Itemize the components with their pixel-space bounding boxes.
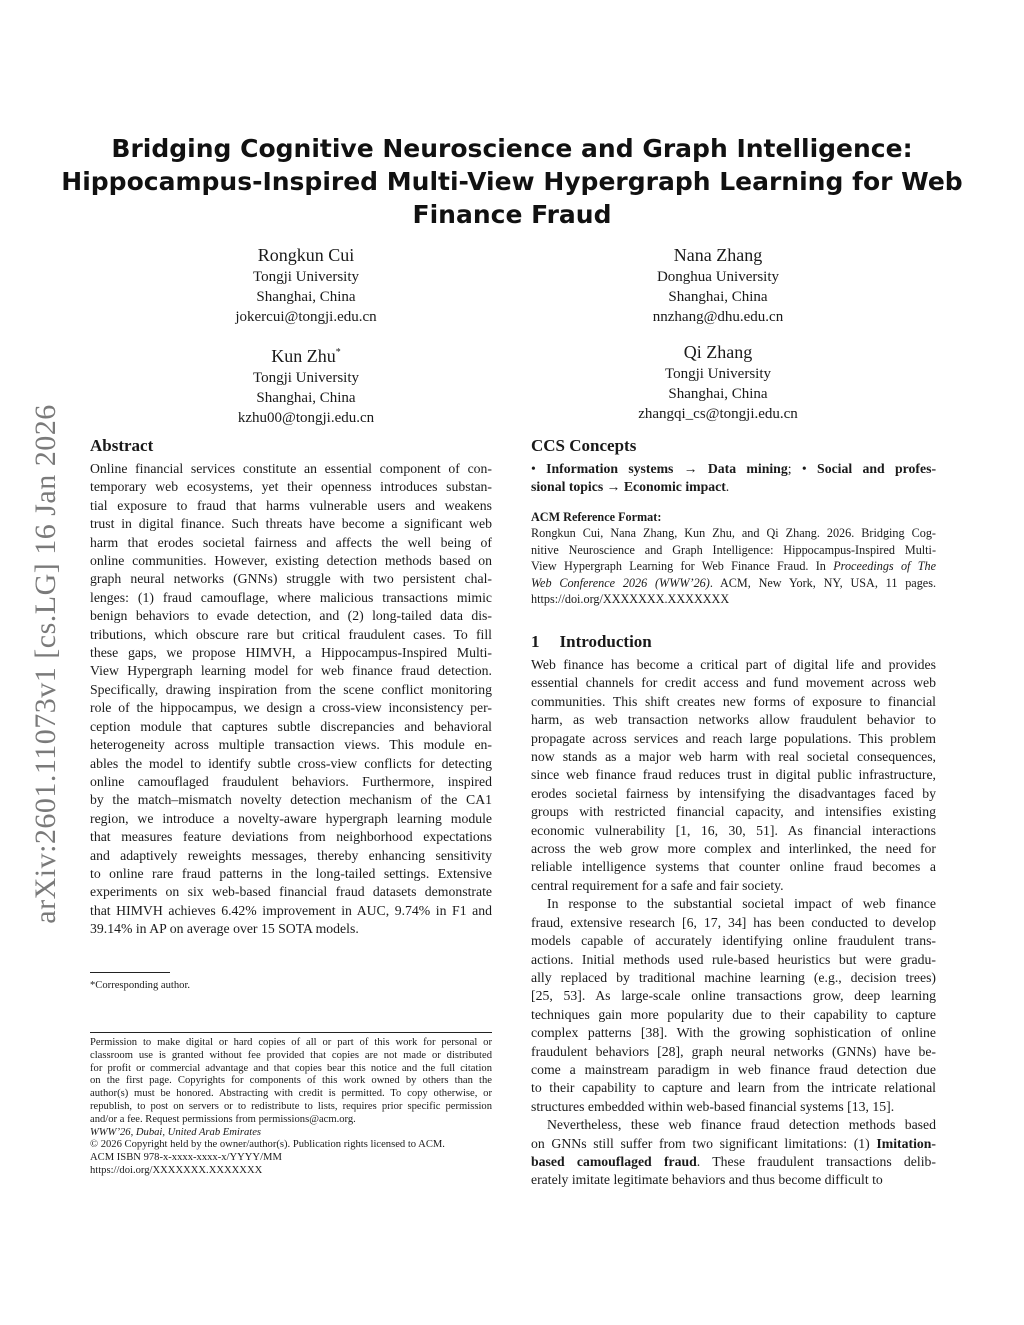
abstract-line: online camouflaged fraudulent behaviors. Furthermore, inspired — [90, 773, 492, 789]
acm-ref-text: View Hypergraph Learning for Web Finance Fraud. In — [531, 559, 826, 574]
section-title: Introduction — [559, 632, 652, 651]
abstract-line: temporary web ecosystems, yet their openness introduces substan- — [90, 479, 492, 495]
intro-line: actions. Initial methods used rule-based heuristics but were gradu- — [531, 951, 936, 967]
intro-line: [25, 53]. As large-scale online transactions grow, deep learning — [531, 988, 936, 1004]
abstract-line: tial exposure to fraud that harms vulnerable users and weakens — [90, 497, 492, 513]
abstract-line: and adaptively reweights messages, thereby enhancing sensitivity — [90, 847, 492, 863]
intro-line: fraudulent behaviors [28], graph neural networks (GNNs) have be- — [531, 1043, 936, 1059]
author-email[interactable]: kzhu00@tongji.edu.cn — [237, 410, 375, 426]
footnote-corresponding: *Corresponding author. — [90, 980, 191, 991]
intro-line: structures embedded within web-based financial systems [13, 15]. — [531, 1098, 895, 1114]
acm-ref-conference: Web Conference 2026 (WWW’26) — [531, 575, 710, 590]
permission-line: author(s) must be honored. Abstracting with credit is permitted. To copy otherwise, or — [90, 1088, 492, 1100]
ccs-concept: Information systems — [546, 461, 674, 476]
abstract-line: online communities. However, existing detection methods based on — [90, 553, 492, 569]
permission-line: republish, to post on servers or to redistribute to lists, requires prior specific permission — [90, 1100, 492, 1112]
bullet: • — [531, 461, 536, 476]
intro-line: Nevertheless, these web finance fraud detection methods based — [547, 1117, 936, 1133]
intro-line: essential channels for credit access and fund movement across web — [531, 675, 936, 691]
ccs-line — [531, 460, 936, 478]
intro-line: to their capability to capture and learn from the intricate relational — [531, 1080, 936, 1096]
intro-line — [531, 1135, 936, 1153]
abstract-line: region, we introduce a novelty-aware hypergraph learning module — [90, 810, 492, 826]
intro-line: Web finance has become a critical part of digital life and provides — [531, 657, 936, 672]
arxiv-identifier-text: arXiv:2601.11073v1 [cs.LG] 16 Jan 2026 — [29, 404, 62, 924]
author-block — [156, 244, 456, 327]
author-block — [568, 341, 868, 424]
abstract-line: that measures feature deviations from neighborhood expectations — [90, 829, 492, 845]
intro-line: now stands as a major web harm with real societal consequences, — [531, 749, 936, 765]
abstract-line: ception module that captures subtle discrepancies and behavioral — [90, 718, 492, 734]
introduction-heading — [531, 632, 652, 652]
author-location: Shanghai, China — [256, 289, 356, 305]
ccs-heading: CCS Concepts — [531, 436, 637, 455]
venue-line: WWW’26, Dubai, United Arab Emirates — [90, 1126, 262, 1138]
author-name: Rongkun Cui — [257, 245, 355, 265]
intro-line: communities. This shift creates new forms of exposure to financial — [531, 693, 936, 709]
author-name: Kun Zhu — [271, 346, 336, 366]
intro-line — [531, 1153, 936, 1171]
intro-line: come a mainstream paradigm in web finance fraud detection due — [531, 1061, 936, 1077]
intro-line: fraud, extensive research [6, 17, 34] has been conducted to develop — [531, 914, 936, 930]
abstract-line: tributions, which obscure rare but critical fraudulent cases. To fill — [90, 626, 492, 642]
author-location: Shanghai, China — [256, 390, 356, 406]
intro-line: techniques gain more popularity due to their capability to capture — [531, 1006, 936, 1022]
abstract-line: graph neural networks (GNNs) struggle with two persistent chal- — [90, 571, 492, 587]
intro-text: . These fraudulent transactions delib- — [696, 1153, 936, 1169]
abstract-line: lenges: (1) fraud camouflage, where malicious transactions mimic — [90, 589, 492, 605]
abstract-line: View Hypergraph learning model for web finance fraud detection. — [90, 663, 492, 679]
ccs-line — [531, 478, 936, 496]
intro-line: groups with restricted financial capacity, and intensifies existing — [531, 804, 936, 820]
abstract-line: Specifically, drawing inspiration from the scene conflict monitoring — [90, 681, 492, 697]
abstract-line: that HIMVH achieves 6.42% improvement in AUC, 9.74% in F1 and — [90, 902, 492, 918]
corresponding-mark: * — [335, 347, 341, 358]
author-affiliation: Tongji University — [252, 370, 360, 386]
period: . — [725, 479, 730, 495]
ccs-concept: Data mining — [707, 461, 788, 476]
acm-reference — [531, 509, 936, 607]
intro-line: erately imitate legitimate behaviors and thus become difficult to — [531, 1172, 883, 1188]
intro-text: on GNNs still suffer from two significant limitations: (1) — [531, 1135, 877, 1151]
arrow: → — [606, 479, 621, 495]
acm-ref-line: nitive Neuroscience and Graph Intelligence: Hippocampus-Inspired Multi- — [531, 542, 936, 557]
separator: ; — [787, 461, 792, 476]
intro-line: complex patterns [38]. With the growing sophistication of online — [531, 1025, 936, 1041]
intro-line: In response to the substantial societal impact of web finance — [547, 896, 936, 912]
ccs-concept: sional topics — [531, 479, 604, 495]
permission-line: Permission to make digital or hard copies of all or part of this work for personal or — [90, 1037, 492, 1048]
bullet: • — [801, 461, 807, 476]
title-line: Finance Fraud — [412, 200, 612, 229]
author-location: Shanghai, China — [668, 386, 768, 402]
intro-line: central requirement for a safe and fair society. — [531, 877, 784, 893]
author-block — [156, 341, 456, 428]
abstract-body — [90, 460, 492, 939]
paragraph — [531, 1116, 936, 1190]
permission-line: on the first page. Copyrights for components of this work owned by others than the — [90, 1075, 492, 1087]
author-name: Qi Zhang — [683, 342, 753, 362]
introduction-body — [531, 656, 936, 1190]
abstract-line: role of the hippocampus, we design a cross-view inconsistency per- — [90, 700, 492, 716]
abstract-line: benign behaviors to evade detection, and (2) long-tailed data dis- — [90, 608, 492, 624]
arxiv-identifier — [18, 372, 74, 956]
author-email[interactable]: jokercui@tongji.edu.cn — [235, 309, 377, 325]
acm-ref-heading: ACM Reference Format: — [531, 510, 662, 524]
permission-line: and/or a fee. Request permissions from permissions@acm.org. — [90, 1113, 356, 1125]
acm-ref-line — [531, 575, 936, 591]
acm-ref-text: . ACM, New York, NY, USA, 11 pages. — [709, 575, 936, 590]
intro-line: propagate across services and reach large populations. This problem — [531, 730, 936, 746]
intro-line: since web finance fraud reduces trust in digital public infrastructure, — [531, 767, 936, 783]
author-email[interactable]: zhangqi_cs@tongji.edu.cn — [638, 406, 798, 422]
intro-line: erodes societal fairness by intensifying the disadvantages faced by — [531, 785, 936, 801]
ccs-concept: Economic impact — [623, 479, 726, 495]
author-affiliation: Tongji University — [664, 366, 772, 382]
copyright-line: © 2026 Copyright held by the owner/author(s). Publication rights licensed to ACM. — [90, 1139, 445, 1151]
title-line: Bridging Cognitive Neuroscience and Graph Intelligence: — [111, 134, 913, 163]
abstract-line: experiments on six web-based financial fraud datasets demonstrate — [90, 884, 492, 900]
abstract-line: trust in digital finance. Such threats have become a significant web — [90, 516, 492, 532]
intro-line: economic vulnerability [1, 16, 30, 51]. As financial interactions — [531, 822, 936, 838]
isbn-line: ACM ISBN 978-x-xxxx-xxxx-x/YYYY/MM — [90, 1152, 282, 1164]
acm-ref-line — [531, 558, 936, 574]
author-block — [568, 244, 868, 327]
paragraph — [531, 895, 936, 1116]
abstract-line: Online financial services constitute an essential component of con- — [90, 461, 492, 476]
intro-line: models capable of accurately identifying online fraudulent trans- — [531, 933, 936, 949]
author-location: Shanghai, China — [668, 289, 768, 305]
permission-line: for profit or commercial advantage and that copies bear this notice and the full citation — [90, 1062, 492, 1074]
intro-emphasis: Imitation- — [876, 1135, 936, 1151]
section-number: 1 — [531, 632, 540, 651]
abstract-line: ables the model to identify subtle cross-view conflicts for detecting — [90, 755, 492, 771]
acm-ref-proceedings: Proceedings of The — [833, 559, 937, 574]
permission-rule — [90, 1032, 492, 1033]
ccs-concepts — [531, 460, 936, 497]
intro-line: reliable intelligence systems that counter online fraud becomes a — [531, 859, 936, 875]
intro-line: across the web grow more complex and interlinked, the need for — [531, 841, 936, 857]
author-affiliation: Tongji University — [252, 269, 360, 285]
abstract-line: heterogeneity across multiple transaction views. This module en- — [90, 737, 492, 753]
paper-title — [60, 132, 964, 231]
abstract-line: by the match–mismatch novelty detection mechanism of the CA1 — [90, 792, 492, 808]
acm-ref-doi[interactable]: https://doi.org/XXXXXXX.XXXXXXX — [531, 592, 730, 607]
intro-emphasis: based camouflaged fraud — [531, 1153, 697, 1169]
footnote-rule — [90, 972, 170, 973]
author-name: Nana Zhang — [673, 245, 763, 265]
paragraph — [531, 656, 936, 895]
abstract-line: harm that erodes societal fairness and affects the well being of — [90, 534, 492, 550]
arrow: → — [683, 461, 698, 476]
title-line: Hippocampus-Inspired Multi-View Hypergraph Learning for Web — [61, 167, 963, 196]
intro-line: ally replaced by traditional machine learning (e.g., decision trees) — [531, 969, 936, 985]
abstract-heading: Abstract — [90, 436, 154, 455]
abstract-line: 39.14% in AP on average over 15 SOTA models. — [90, 921, 359, 937]
author-name-row — [156, 341, 456, 368]
doi-link[interactable]: https://doi.org/XXXXXXX.XXXXXXX — [90, 1164, 263, 1176]
permission-block — [90, 1037, 492, 1178]
author-affiliation: Donghua University — [656, 269, 780, 285]
abstract-line: these gaps, we propose HIMVH, a Hippocampus-Inspired Multi- — [90, 645, 492, 661]
abstract-line: to online rare fraud patterns in the long-tailed settings. Extensive — [90, 865, 492, 881]
acm-ref-line: Rongkun Cui, Nana Zhang, Kun Zhu, and Qi Zhang. 2026. Bridging Cog- — [531, 526, 936, 541]
author-email[interactable]: nnzhang@dhu.edu.cn — [652, 309, 784, 325]
intro-line: harm, as web transaction networks allow fraudulent behavior to — [531, 712, 936, 728]
permission-line: classroom use is granted without fee provided that copies are not made or distributed — [90, 1049, 492, 1061]
ccs-concept: Social and profes- — [817, 461, 937, 476]
